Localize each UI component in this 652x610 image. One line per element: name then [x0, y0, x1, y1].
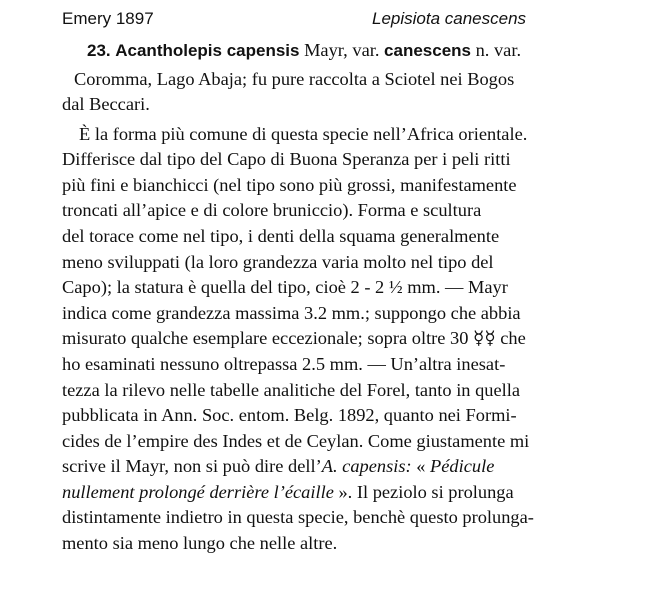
entry-number: 23. [87, 41, 111, 60]
para2-line-15: nullement prolongé derrière l’écaille ». Il peziolo si prolunga [62, 482, 514, 502]
para2-line-3: più fini e bianchicci (nel tipo sono più grossi, manifestamente [62, 175, 517, 195]
para1-line-1: Coromma, Lago Abaja; fu pure raccolta a Sciotel nei Bogos [74, 69, 515, 89]
para2-line-16: distintamente indietro in questa specie, benchè questo prolunga- [62, 507, 534, 527]
para2-line-5: del torace come nel tipo, i denti della squama generalmente [62, 226, 500, 246]
para2-line-1: È la forma più comune di questa specie nell’Africa orientale. [79, 124, 528, 144]
para2-line-11: tezza la rilevo nelle tabelle analitiche del Forel, tanto in quella [62, 380, 521, 400]
quote-end: nullement prolongé derrière l’écaille [62, 482, 334, 502]
para2-line-7: Capo); la statura è quella del tipo, cioè 2 - 2 ½ mm. — Mayr [62, 277, 508, 297]
para1-line-2: dal Beccari. [62, 94, 150, 114]
entry-species: Acantholepis capensis [115, 41, 300, 60]
para2-line-17: mento sia meno lungo che nelle altre. [62, 533, 338, 553]
entry-status: n. var. [471, 40, 522, 60]
quote-start: Pédicule [430, 456, 495, 476]
para2-line-8: indica come grandezza massima 3.2 mm.; suppongo che abbia [62, 303, 521, 323]
para2-line-2: Differisce dal tipo del Capo di Buona Speranza per i peli ritti [62, 149, 511, 169]
header-author-year: Emery 1897 [62, 9, 154, 28]
para2-line-4: troncati all’apice e di colore bruniccio). Forma e scultura [62, 200, 482, 220]
entry-variety: canescens [384, 41, 471, 60]
para2-line-13: cides de l’empire des Indes et de Ceylan. Come giustamente mi [62, 431, 530, 451]
entry-authority: Mayr, var. [299, 40, 385, 60]
para2-line-10: ho esaminati nessuno oltrepassa 2.5 mm. — Un’altra inesat- [62, 354, 506, 374]
para2-line-6: meno sviluppati (la loro grandezza varia molto nel tipo del [62, 252, 494, 272]
entry-heading [87, 39, 521, 62]
species-italic: A. capensis: [321, 456, 412, 476]
para2-line-14: scrive il Mayr, non si può dire dell’A. capensis: « Pédicule [62, 456, 495, 476]
header-taxon: Lepisiota canescens [372, 9, 527, 28]
para2-line-9: misurato qualche esemplare eccezionale; sopra oltre 30 ☿☿ che [62, 328, 526, 348]
para2-line-12: pubblicata in Ann. Soc. entom. Belg. 1892, quanto nei Formi- [62, 405, 517, 425]
